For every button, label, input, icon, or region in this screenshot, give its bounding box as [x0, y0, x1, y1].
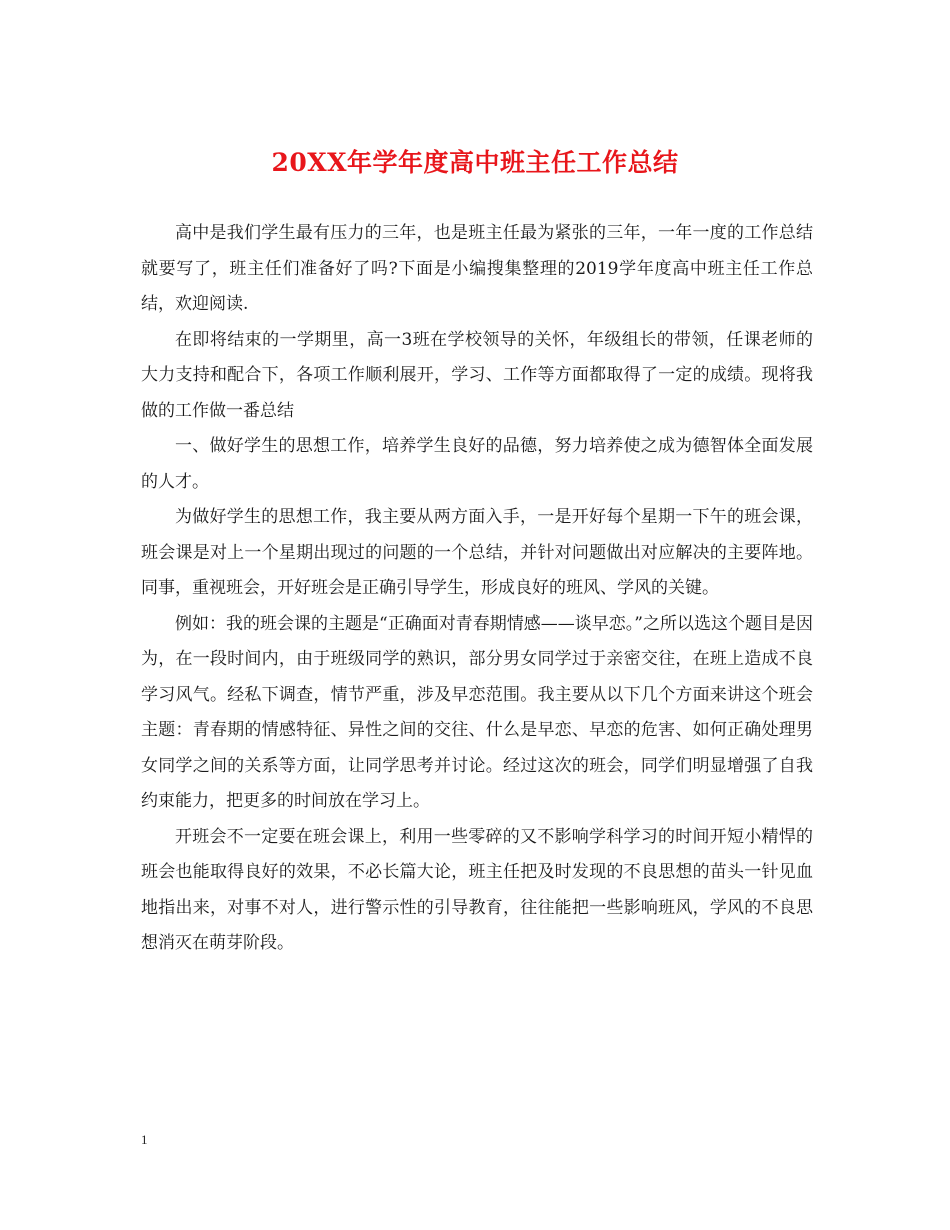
- document-title: 20XX年学年度高中班主任工作总结: [271, 148, 679, 177]
- document-body: [141, 216, 813, 962]
- paragraph-example: 例如：我的班会课的主题是“正确面对青春期情感——谈早恋。”之所以选这个题目是因为，在一段时间内，由于班级同学的熟识，部分男女同学过于亲密交往，在班上造成不良学习风气。经私下调查，情节严重，涉及早恋范围。我主要从以下几个方面来讲这个班会主题：青春期的情感特征、异性之间的交往、什么是早恋、早恋的危害、如何正确处理男女同学之间的关系等方面，让同学思考并讨论。经过这次的班会，同学们明显增强了自我约束能力，把更多的时间放在学习上。: [141, 613, 813, 811]
- paragraph-section-heading: 一、做好学生的思想工作，培养学生良好的品德，努力培养使之成为德智体全面发展的人才。: [141, 436, 813, 492]
- paragraph-class-meeting: 为做好学生的思想工作，我主要从两方面入手，一是开好每个星期一下午的班会课，班会课是对上一个星期出现过的问题的一个总结，并针对问题做出对应解决的主要阵地。同事，重视班会，开好班会是正确引导学生，形成良好的班风、学风的关键。: [141, 507, 813, 598]
- page-number: 1: [141, 1132, 148, 1147]
- paragraph-overview: 在即将结束的一学期里，高一3班在学校领导的关怀，年级组长的带领，任课老师的大力支持和配合下，各项工作顺利展开，学习、工作等方面都取得了一定的成绩。现将我做的工作做一番总结: [141, 329, 813, 421]
- paragraph-intro: 高中是我们学生最有压力的三年，也是班主任最为紧张的三年，一年一度的工作总结就要写了，班主任们准备好了吗?下面是小编搜集整理的2019学年度高中班主任工作总结，欢迎阅读.: [141, 223, 813, 314]
- paragraph-short-meetings: 开班会不一定要在班会课上，利用一些零碎的又不影响学科学习的时间开短小精悍的班会也能取得良好的效果，不必长篇大论，班主任把及时发现的不良思想的苗头一针见血地指出来，对事不对人，进行警示性的引导教育，往往能把一些影响班风，学风的不良思想消灭在萌芽阶段。: [141, 826, 813, 953]
